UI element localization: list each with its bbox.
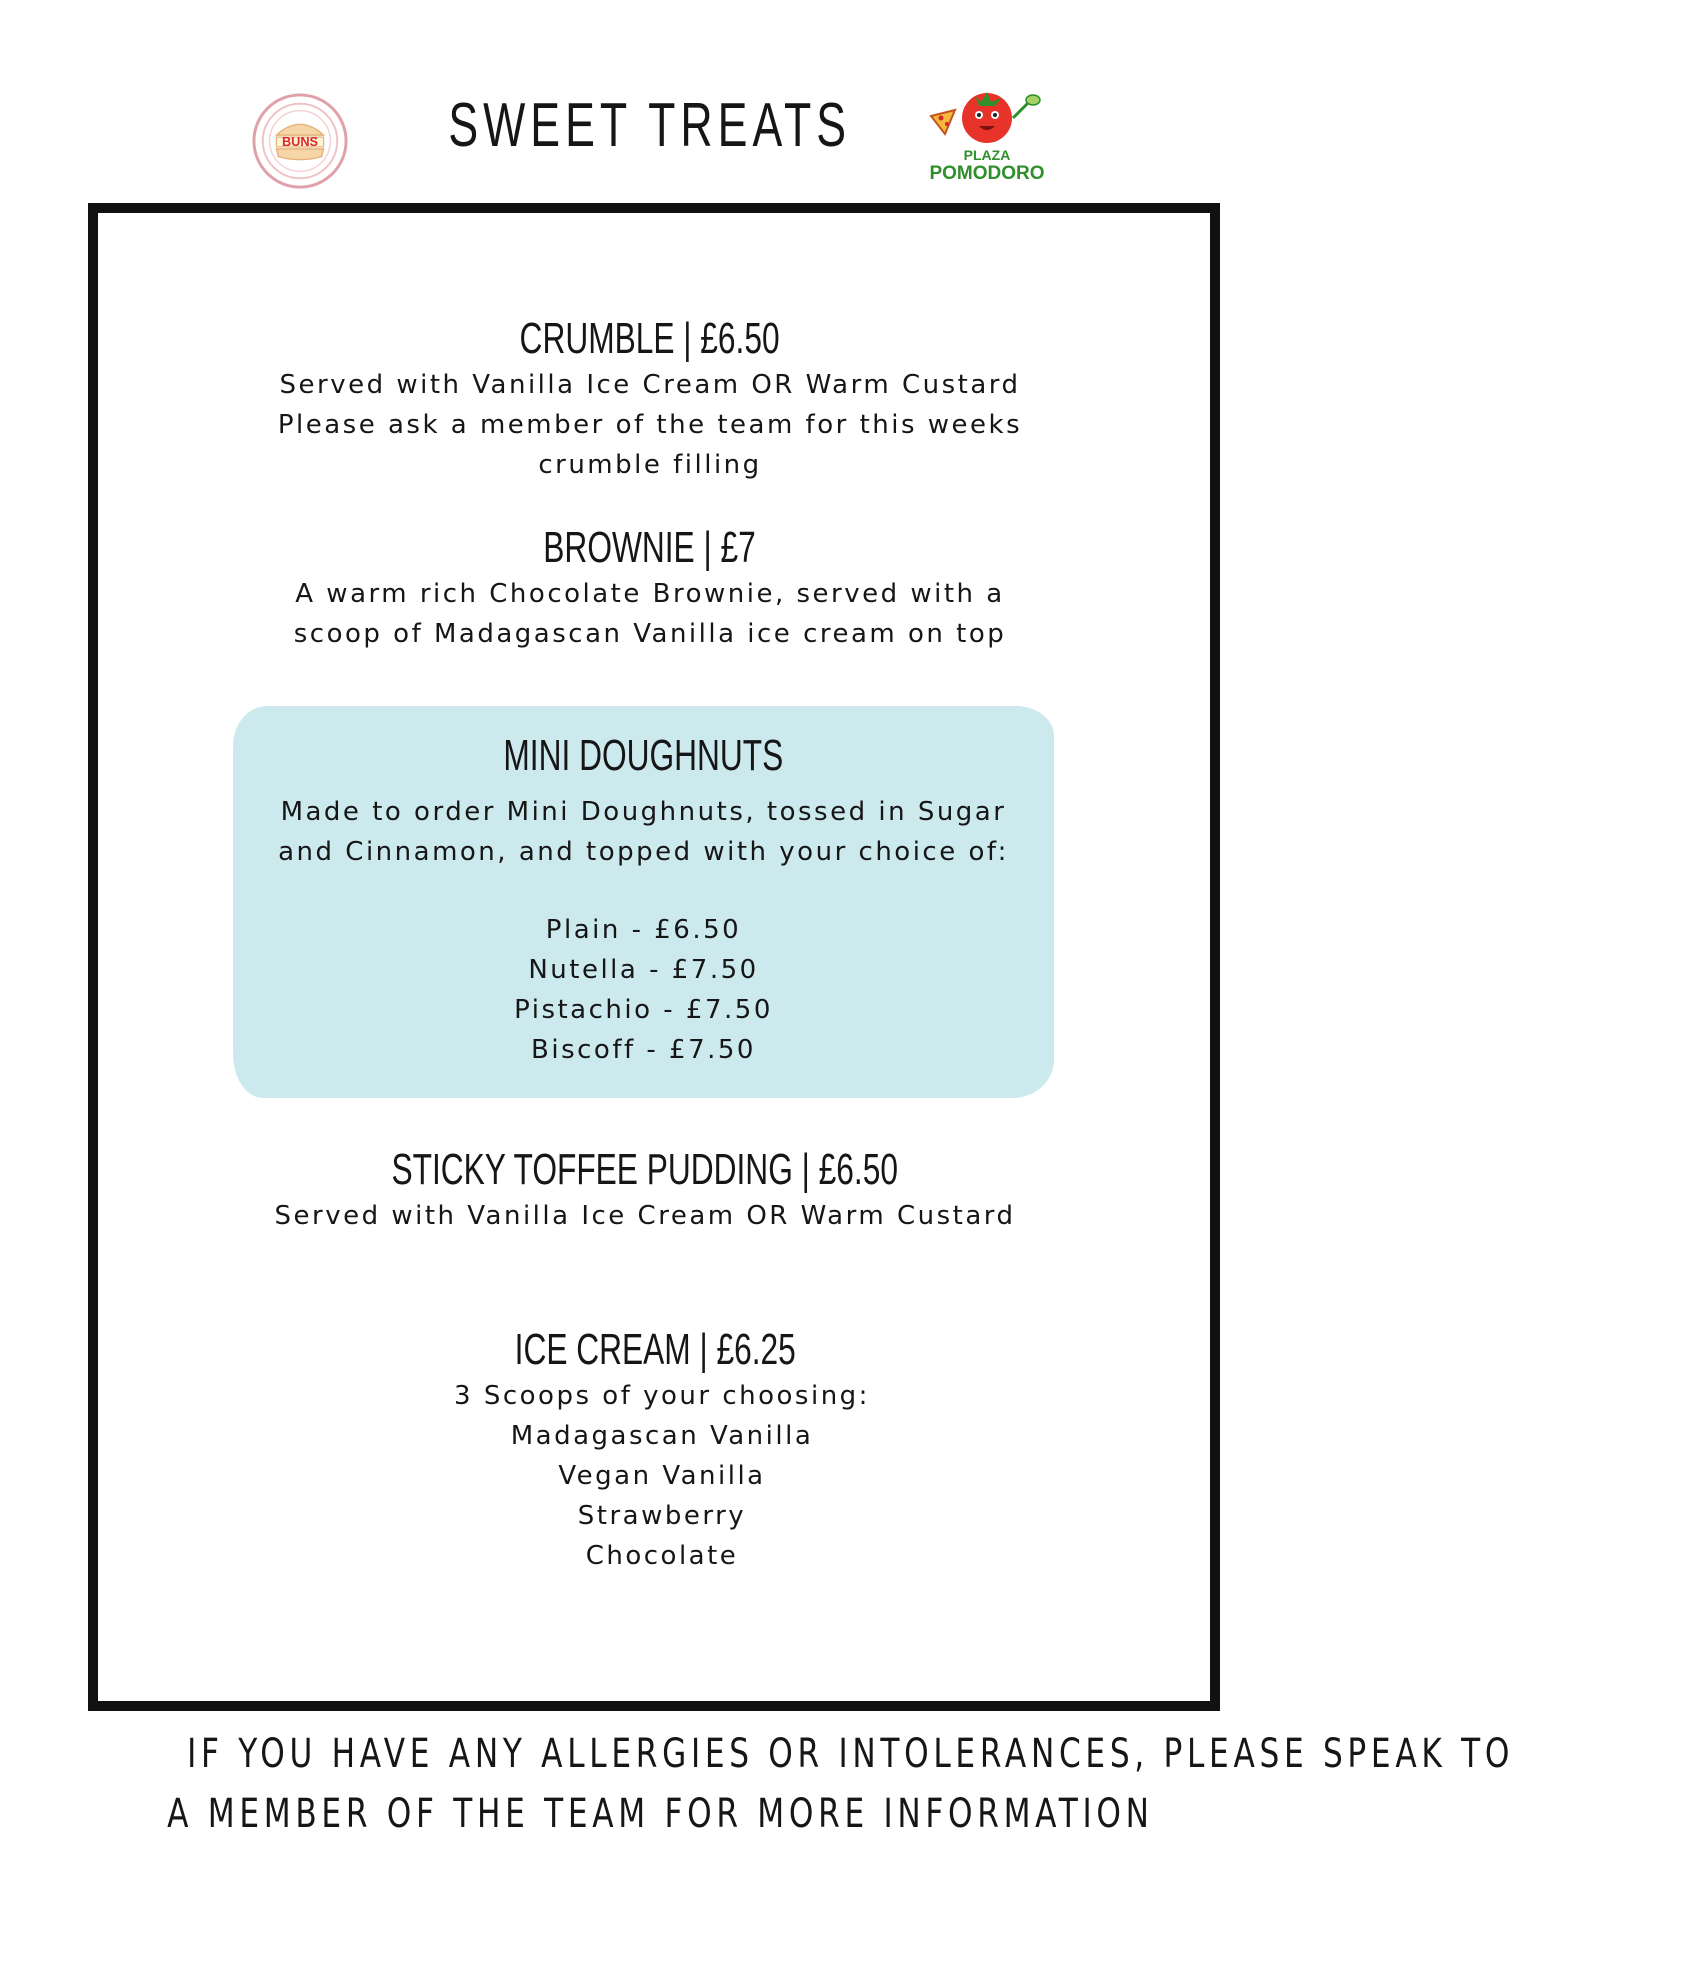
item-description-line: Strawberry [577,1501,747,1531]
menu-item-sticky-toffee-pudding [0,1144,1290,1236]
item-description-line: crumble filling [538,450,762,480]
buns-logo-text: BUNS [281,133,319,149]
item-description-line: and Cinnamon, and topped with your choice of: [278,837,1009,867]
allergy-notice [0,1724,1515,1844]
plaza-text: PLAZA [963,147,1011,163]
doughnut-option: Nutella - £7.50 [528,955,759,985]
item-description-line: Madagascan Vanilla [510,1421,814,1451]
item-title: CRUMBLE | £6.50 [519,314,781,363]
allergy-notice-line: IF YOU HAVE ANY ALLERGIES OR INTOLERANCES, PLEASE SPEAK TO [187,1731,1515,1777]
page-title: SWEET TREATS [448,91,852,160]
plaza-pomodoro-logo [925,88,1055,188]
item-description-line: A warm rich Chocolate Brownie, served with a [295,579,1005,609]
item-title: ICE CREAM | £6.25 [514,1325,796,1374]
buns-logo [251,92,349,190]
allergy-notice-line: A MEMBER OF THE TEAM FOR MORE INFORMATION [166,1791,1154,1837]
item-description-line: scoop of Madagascan Vanilla ice cream on top [293,619,1007,649]
doughnut-option: Plain - £6.50 [545,915,742,945]
item-description-line: 3 Scoops of your choosing: [454,1381,870,1411]
menu-item-crumble [0,313,1300,485]
doughnut-option: Biscoff - £7.50 [531,1035,756,1065]
menu-item-brownie [0,522,1300,654]
item-description-line: Served with Vanilla Ice Cream OR Warm Custard [274,1201,1016,1231]
pomodoro-text: POMODORO [929,163,1045,184]
item-description-line: Please ask a member of the team for this weeks [277,410,1023,440]
menu-item-mini-doughnuts [0,730,1287,1070]
item-title: STICKY TOFFEE PUDDING | £6.50 [391,1145,899,1194]
item-description-line: Served with Vanilla Ice Cream OR Warm Custard [279,370,1021,400]
menu-item-ice-cream [0,1324,1310,1576]
item-title: MINI DOUGHNUTS [503,731,784,780]
doughnut-option: Pistachio - £7.50 [514,995,773,1025]
item-description-line: Chocolate [585,1541,739,1571]
item-title: BROWNIE | £7 [543,523,757,572]
item-description-line: Made to order Mini Doughnuts, tossed in Sugar [280,797,1007,827]
item-description-line: Vegan Vanilla [558,1461,766,1491]
